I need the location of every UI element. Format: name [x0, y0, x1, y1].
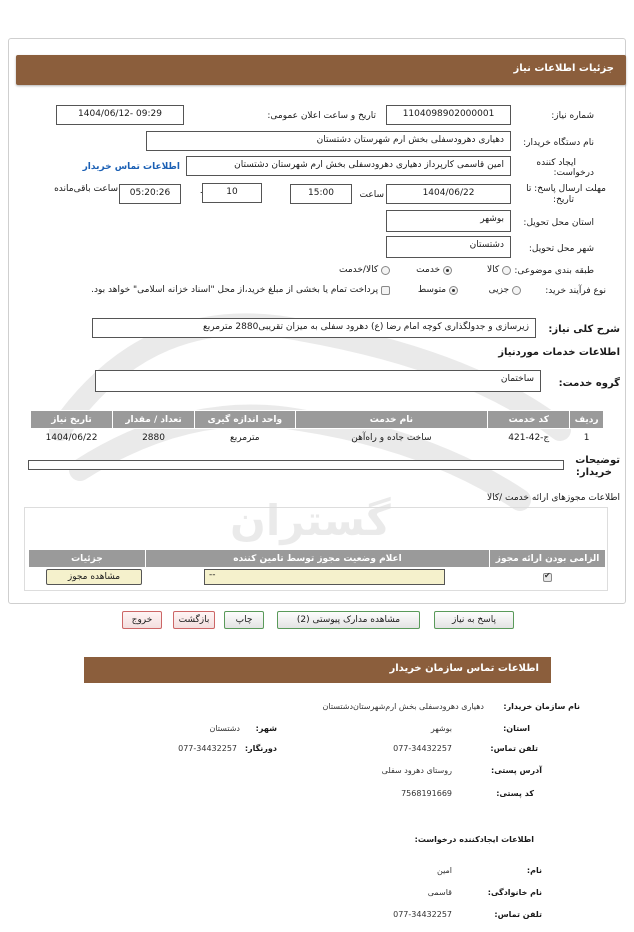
services-table-header: [31, 411, 604, 429]
contact-city-label: شهر:: [255, 724, 277, 733]
creator-field[interactable]: امین قاسمی کارپرداز دهیاری دهرودسفلی بخش ارم شهرستان دشتستان: [186, 156, 511, 176]
creator-label: ایجاد کننده: [536, 158, 576, 168]
buyer-org-field[interactable]: دهیاری دهرودسفلی بخش ارم شهرستان دشتستان: [146, 131, 511, 151]
cell-service-code: ج-42-421: [508, 432, 550, 443]
contact-phone-value: 077-34432257: [393, 744, 452, 753]
service-group-field[interactable]: ساختمان: [95, 370, 541, 392]
creator-phone-label: تلفن تماس:: [494, 910, 542, 919]
contact-province-value: بوشهر: [430, 724, 452, 733]
col-unit: واحد اندازه گیری: [195, 411, 295, 429]
buyer-org-label: نام دستگاه خریدار:: [523, 138, 594, 148]
process-option-minor[interactable]: جزیی: [489, 285, 521, 296]
license-status-field[interactable]: --: [204, 569, 445, 585]
need-number-label: شماره نیاز:: [551, 111, 594, 121]
creator-family-label: نام خانوادگی:: [487, 888, 542, 897]
reply-button[interactable]: پاسخ به نیاز: [434, 611, 514, 629]
city-label: شهر محل تحویل:: [528, 244, 594, 254]
cell-unit: مترمربع: [229, 432, 260, 443]
creator-name-label: نام:: [526, 866, 542, 875]
radio-selected-icon[interactable]: [443, 266, 452, 275]
deadline-time-field[interactable]: 15:00: [290, 184, 352, 204]
deadline-label: مهلت ارسال پاسخ: تا: [526, 184, 606, 194]
province-label: استان محل تحویل:: [523, 218, 594, 228]
need-number-field[interactable]: 1104098902000001: [386, 105, 511, 125]
contact-province-label: استان:: [503, 724, 530, 733]
radio-selected-icon[interactable]: [449, 286, 458, 295]
creator-phone-value: 077-34432257: [393, 910, 452, 919]
license-required-checkbox[interactable]: [543, 573, 552, 582]
service-group-label: گروه خدمت:: [558, 378, 620, 389]
contact-postal-value: 7568191669: [401, 789, 452, 798]
process-label: نوع فرآیند خرید:: [545, 286, 606, 296]
category-label: طبقه بندی موضوعی:: [514, 266, 594, 276]
license-table-header: [29, 550, 606, 568]
category-option-both[interactable]: کالا/خدمت: [339, 265, 390, 276]
col-service-code: کد خدمت: [488, 411, 570, 429]
col-service-name: نام خدمت: [295, 411, 488, 429]
contact-postal-label: کد پستی:: [496, 789, 534, 798]
buyer-contact-link[interactable]: اطلاعات تماس خریدار: [82, 162, 180, 172]
license-table: [28, 549, 606, 568]
cell-need-date: 1404/06/22: [45, 432, 98, 443]
buyer-notes-field[interactable]: [28, 460, 564, 470]
view-license-button[interactable]: مشاهده مجوز: [46, 569, 142, 585]
col-quantity: تعداد / مقدار: [113, 411, 195, 429]
cell-service-name: ساخت جاده و راه‌آهن: [351, 432, 432, 443]
time-label: ساعت: [359, 190, 384, 200]
col-license-status: اعلام وضعیت مجوز توسط تامین کننده: [145, 550, 489, 568]
col-license-required: الزامی بودن ارائه مجوز: [490, 550, 606, 568]
buyer-notes-label: توضیحات: [575, 455, 620, 466]
contact-org-label: نام سازمان خریدار:: [503, 702, 580, 711]
radio-icon[interactable]: [512, 286, 521, 295]
services-info-title: اطلاعات خدمات موردنیاز: [498, 347, 620, 358]
contact-org-value: دهیاری دهرودسفلی بخش ارم‌شهرستان‌دشتستان: [322, 702, 484, 711]
creator-info-title: اطلاعات ایجادکننده درخواست:: [414, 835, 534, 844]
back-button[interactable]: بازگشت: [173, 611, 215, 629]
creator-label-2: درخواست:: [553, 168, 594, 178]
contact-section-title: اطلاعات تماس سازمان خریدار: [84, 657, 551, 683]
deadline-label-2: تاریخ:: [553, 195, 574, 205]
contact-fax-label: دورنگار:: [244, 744, 277, 753]
services-table: [30, 410, 604, 447]
remaining-label: ساعت باقی‌مانده: [54, 184, 118, 194]
cell-quantity: 2880: [142, 432, 165, 443]
contact-phone-label: تلفن تماس:: [490, 744, 538, 753]
remaining-time-field[interactable]: 05:20:26: [119, 184, 181, 204]
radio-icon[interactable]: [502, 266, 511, 275]
announce-label: تاریخ و ساعت اعلان عمومی:: [267, 111, 376, 121]
col-row: ردیف: [570, 411, 604, 429]
print-button[interactable]: چاپ: [224, 611, 264, 629]
contact-address-value: روستای دهرود سفلی: [381, 766, 452, 775]
category-option-service[interactable]: خدمت: [416, 265, 452, 276]
description-field[interactable]: زیرسازی و جدولگذاری کوچه امام رضا (ع) دهرود سفلی به میزان تقریبی2880 مترمربع: [92, 318, 536, 338]
radio-icon[interactable]: [381, 266, 390, 275]
checkbox-icon[interactable]: [381, 286, 390, 295]
col-need-date: تاریخ نیاز: [31, 411, 113, 429]
col-license-details: جزئیات: [29, 550, 146, 568]
treasury-payment-option[interactable]: پرداخت تمام یا بخشی از مبلغ خرید،از محل "اسناد خزانه اسلامی" خواهد بود.: [91, 285, 390, 296]
contact-address-label: آدرس پستی:: [491, 766, 542, 775]
license-title: اطلاعات مجوزهای ارائه خدمت /کالا: [486, 493, 620, 503]
process-option-medium[interactable]: متوسط: [418, 285, 458, 296]
province-field[interactable]: بوشهر: [386, 210, 511, 232]
buyer-notes-label-2: خریدار:: [575, 467, 612, 478]
contact-city-value: دشتستان: [209, 724, 240, 733]
contact-fax-value: 077-34432257: [178, 744, 237, 753]
view-attachments-button[interactable]: مشاهده مدارک پیوستی (2): [277, 611, 420, 629]
page-title: جزئیات اطلاعات نیاز: [16, 55, 626, 85]
table-row[interactable]: [31, 429, 604, 447]
creator-name-value: امین: [436, 866, 452, 875]
cell-row: 1: [583, 432, 590, 443]
city-field[interactable]: دشتستان: [386, 236, 511, 258]
deadline-date-field[interactable]: 1404/06/22: [386, 184, 511, 204]
exit-button[interactable]: خروج: [122, 611, 162, 629]
announce-field[interactable]: 1404/06/12- 09:29: [56, 105, 184, 125]
description-label: شرح کلی نیاز:: [548, 324, 620, 335]
watermark-text: گستران: [230, 496, 391, 545]
category-option-goods[interactable]: کالا: [487, 265, 511, 276]
creator-family-value: قاسمی: [427, 888, 452, 897]
days-field[interactable]: 10: [202, 183, 262, 203]
